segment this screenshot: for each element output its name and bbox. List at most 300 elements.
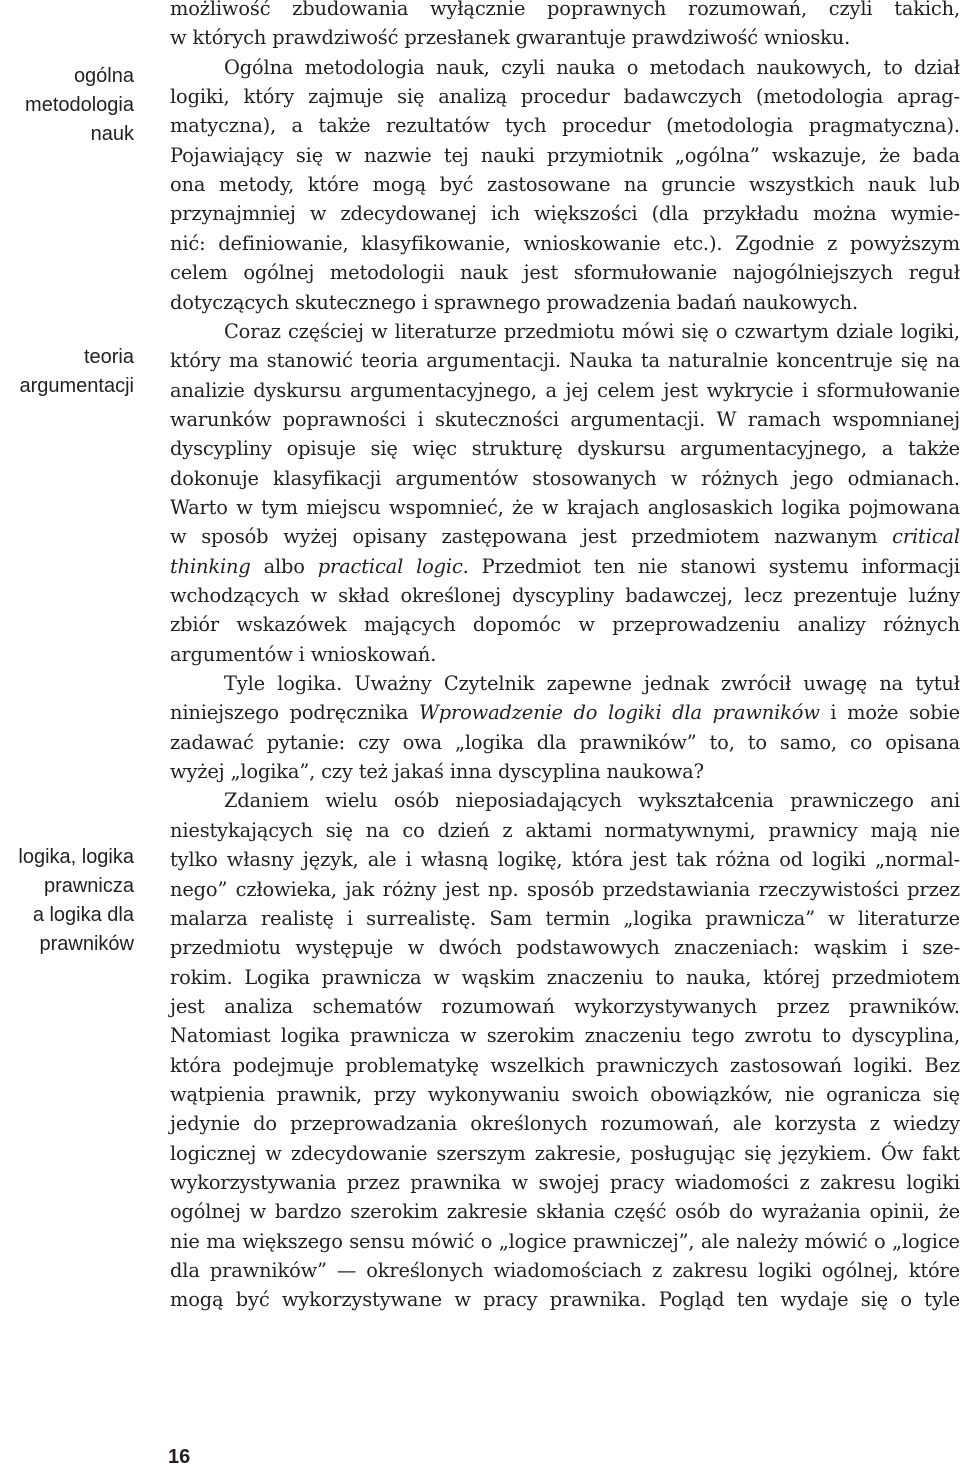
text-span: i <box>417 407 424 431</box>
word <box>849 493 960 522</box>
text-span: a <box>545 378 557 402</box>
text-span: przez <box>346 1171 400 1194</box>
italic-text: Wprowadzenie <box>418 701 563 725</box>
text-span: termin <box>545 906 611 930</box>
text-span: wykorzystywania <box>170 1171 337 1194</box>
text-span: to <box>747 730 767 754</box>
text-line <box>170 82 960 111</box>
text-span: wykrycie <box>706 378 794 402</box>
word <box>439 933 502 962</box>
text-line <box>170 669 960 698</box>
word <box>681 552 756 581</box>
text-span: językiem. <box>780 1141 872 1165</box>
text-span: wszelkich <box>490 1053 585 1077</box>
word <box>663 376 698 405</box>
text-span: fakt <box>922 1141 960 1165</box>
word <box>730 1051 842 1080</box>
text-span: nauka <box>556 55 616 79</box>
word <box>170 1227 200 1256</box>
word <box>661 170 735 199</box>
text-span: także <box>907 437 960 461</box>
word <box>547 669 632 698</box>
word <box>308 170 359 199</box>
margin-note-line: prawnicza <box>43 875 134 897</box>
word <box>487 170 610 199</box>
text-span: wyżej „logika”, czy też jakaś inna dyscyplina naukowa? <box>170 760 704 784</box>
word <box>915 669 960 698</box>
word <box>447 1197 528 1226</box>
word <box>829 0 873 23</box>
word <box>170 552 251 581</box>
text-span: stosowanych <box>532 466 657 490</box>
text-span: jest <box>632 848 667 872</box>
text-span: stanowić <box>266 349 353 373</box>
word <box>605 816 756 845</box>
text-span: informacji <box>861 554 960 578</box>
word <box>881 1139 913 1168</box>
text-span: nazwanym <box>774 525 878 549</box>
word <box>326 816 353 845</box>
word <box>688 0 807 23</box>
word <box>909 698 960 727</box>
text-span: że <box>512 495 534 519</box>
text-span: czy <box>357 730 390 754</box>
text-span: uwagę <box>803 672 868 696</box>
text-span: osób <box>393 789 440 813</box>
text-span: o <box>874 1229 886 1253</box>
word <box>170 1285 223 1314</box>
text-span: większości <box>534 202 638 226</box>
text-span: najogólniejszych <box>732 261 894 285</box>
text-span: nie <box>784 1082 815 1106</box>
text-span: zwrócił <box>721 672 792 696</box>
text-span: „logice <box>892 1229 960 1253</box>
word <box>569 346 633 375</box>
margin-note-line: argumentacji <box>19 375 134 397</box>
word <box>692 1021 735 1050</box>
word <box>170 1109 240 1138</box>
word <box>353 522 427 551</box>
text-span: nie <box>170 1229 200 1253</box>
word <box>936 346 960 375</box>
text-span: częściej <box>287 319 364 343</box>
word <box>567 493 639 522</box>
text-span: wątpienia <box>170 1082 265 1106</box>
text-span: metodologii <box>329 261 445 285</box>
text-span: w <box>511 1171 528 1194</box>
text-span: wykorzystywane <box>281 1288 443 1312</box>
text-span: Ów <box>880 1141 914 1165</box>
word <box>675 141 760 170</box>
italic-text: logiki <box>607 701 662 725</box>
text-span: ale <box>367 848 397 872</box>
word <box>224 669 265 698</box>
word <box>170 522 186 551</box>
text-line <box>170 698 960 727</box>
text-line <box>170 53 960 82</box>
word <box>233 1051 334 1080</box>
text-span: przedmiotu <box>170 936 281 960</box>
word <box>673 229 722 258</box>
word <box>601 1109 720 1138</box>
word <box>403 728 442 757</box>
word <box>534 199 637 228</box>
word <box>900 1285 912 1314</box>
word <box>350 1197 438 1226</box>
word <box>897 82 960 111</box>
text-span: wymie- <box>890 202 960 226</box>
word <box>308 82 383 111</box>
text-span: skuteczności <box>435 407 559 431</box>
text-span: naturalnie <box>668 349 769 373</box>
text-line <box>170 640 960 669</box>
margin-note-line: nauk <box>90 123 134 145</box>
text-span: logiki. <box>853 1053 913 1077</box>
text-span: i <box>802 378 809 402</box>
text-span: w <box>249 1200 267 1224</box>
text-span: wykonywaniu <box>427 1082 560 1106</box>
word <box>721 669 791 698</box>
word <box>395 464 518 493</box>
text-span: prezentuje <box>793 584 898 607</box>
word <box>792 464 833 493</box>
text-span: o <box>480 1229 493 1253</box>
text-span: zastosowane <box>487 173 611 197</box>
text-line <box>170 992 960 1021</box>
word <box>170 229 205 258</box>
text-span: to, <box>709 730 735 754</box>
text-span: klasyfikacji <box>272 466 382 490</box>
word <box>345 875 374 904</box>
word <box>265 1139 281 1168</box>
word <box>337 1256 356 1285</box>
word <box>366 1256 483 1285</box>
word <box>908 581 960 610</box>
word <box>410 1168 501 1197</box>
text-span: tego <box>691 1024 735 1048</box>
italic-text: critical <box>892 525 960 549</box>
text-span: która <box>170 1053 222 1077</box>
text-span: wykształcenia <box>638 789 774 813</box>
word <box>445 875 480 904</box>
text-span: swoich <box>571 1082 639 1106</box>
text-span: i <box>830 701 837 725</box>
text-span: „ogólna” <box>674 143 760 167</box>
text-span: Coraz <box>224 319 281 343</box>
text-span: z <box>869 1112 880 1136</box>
text-span: w <box>433 965 450 989</box>
word <box>330 258 444 287</box>
text-span: sformułowanie <box>816 378 960 402</box>
word <box>572 1080 639 1109</box>
text-span: lecz <box>744 584 783 607</box>
text-span: metody, <box>218 173 295 197</box>
word <box>426 346 561 375</box>
text-span: z <box>799 1171 810 1194</box>
word <box>524 229 661 258</box>
text-span: ale <box>700 1229 730 1253</box>
word <box>170 1021 271 1050</box>
word <box>383 875 437 904</box>
word <box>236 875 337 904</box>
text-span: Czytelnik <box>443 672 535 696</box>
word <box>170 111 276 140</box>
italic-text: logic. <box>416 554 469 578</box>
text-span: „logika <box>454 730 524 754</box>
text-span: aktami <box>525 818 592 842</box>
word <box>267 728 345 757</box>
word <box>408 933 424 962</box>
text-line <box>170 875 960 904</box>
text-span: (dla <box>651 202 689 226</box>
text-span: mówić <box>804 1229 868 1253</box>
word <box>366 816 390 845</box>
text-span: surrealistę. <box>366 906 477 930</box>
word <box>650 53 745 82</box>
word <box>817 376 960 405</box>
text-span: czwartym <box>734 319 829 343</box>
word <box>782 493 841 522</box>
word <box>170 1168 336 1197</box>
word <box>395 317 497 346</box>
text-span: ogólnej, <box>821 1259 899 1283</box>
text-span: ogólnej <box>170 1200 241 1224</box>
word <box>799 1168 809 1197</box>
text-span: „logika <box>623 906 693 930</box>
word <box>547 0 666 23</box>
text-span: jest <box>663 378 698 402</box>
word <box>883 610 960 639</box>
word <box>744 1139 771 1168</box>
word <box>612 610 780 639</box>
word <box>250 1197 266 1226</box>
word <box>224 786 309 815</box>
text-span: „normal- <box>874 848 960 872</box>
word <box>716 317 728 346</box>
word <box>521 82 610 111</box>
text-span: wąskim <box>813 936 888 960</box>
word <box>229 346 259 375</box>
word <box>836 317 893 346</box>
text-span: w <box>460 1024 477 1048</box>
text-span: dyscyplina, <box>851 1024 960 1048</box>
text-line <box>170 346 960 375</box>
word <box>930 816 960 845</box>
text-span: opinii, <box>869 1200 930 1224</box>
text-span: tej <box>443 143 469 167</box>
word <box>858 904 960 933</box>
text-line <box>170 0 960 23</box>
word <box>442 992 555 1021</box>
text-span: z <box>502 818 513 842</box>
text-span: wydaje <box>780 1288 849 1312</box>
text-span: tytuł <box>915 672 960 696</box>
word <box>907 875 960 904</box>
text-span: ich <box>490 202 520 226</box>
word <box>763 963 820 992</box>
word <box>790 786 914 815</box>
text-line <box>170 464 960 493</box>
text-span: logiki, <box>900 319 960 343</box>
word <box>914 53 960 82</box>
text-span: rozumowań, <box>688 0 808 20</box>
text-span: mogą <box>170 1288 224 1312</box>
text-span: może <box>847 701 899 725</box>
word <box>822 1256 899 1285</box>
word <box>436 1139 525 1168</box>
text-span: zakresu <box>820 1171 896 1194</box>
word <box>733 258 893 287</box>
text-span: aprag- <box>897 85 960 109</box>
text-span: swojej <box>538 1171 600 1194</box>
text-span: od <box>779 848 804 872</box>
text-span: logiki <box>758 1259 812 1283</box>
word <box>779 845 803 874</box>
word <box>170 82 230 111</box>
text-span: w <box>371 319 388 343</box>
text-span: etc.). <box>673 231 723 255</box>
word <box>472 434 563 463</box>
word <box>803 669 867 698</box>
text-span: owa <box>402 730 442 754</box>
text-span: i <box>346 906 353 930</box>
text-span: warunków <box>170 407 272 431</box>
text-span: przedstawiania <box>602 877 751 901</box>
text-span: w <box>310 584 327 607</box>
text-span: argumentacyjnego, <box>349 378 537 402</box>
text-span: procedur <box>520 85 610 109</box>
word <box>594 552 625 581</box>
word <box>170 933 281 962</box>
text-span: zdecydowanie <box>290 1141 428 1165</box>
text-span: dyskursu <box>253 378 342 402</box>
text-span: prawnika. <box>549 1288 647 1312</box>
word <box>547 141 663 170</box>
text-span: szerokim <box>350 1200 439 1224</box>
word <box>325 786 377 815</box>
word <box>347 904 353 933</box>
text-span: rezultatów <box>385 114 490 138</box>
word <box>224 317 281 346</box>
text-span: poprawnych <box>547 0 667 20</box>
word <box>261 904 334 933</box>
text-span: argumentów i wnioskowań. <box>170 642 437 666</box>
text-span: nauk, <box>435 55 490 79</box>
text-span: człowieka, <box>235 877 337 901</box>
word <box>565 376 588 405</box>
text-span: — <box>336 1259 357 1283</box>
word <box>397 82 424 111</box>
word <box>547 963 644 992</box>
text-span: się <box>397 85 425 109</box>
text-span: takich, <box>894 0 960 20</box>
text-span: różna <box>715 848 771 872</box>
text-span: niestykających <box>170 818 313 842</box>
text-span: szerszym <box>436 1141 526 1165</box>
word <box>776 346 892 375</box>
text-span: tak <box>675 848 707 872</box>
word <box>848 464 960 493</box>
text-span: prawnicza” <box>705 906 815 930</box>
word <box>850 229 960 258</box>
word <box>322 963 422 992</box>
word <box>631 522 759 551</box>
text-span: naukowych, <box>756 55 873 79</box>
text-span: systemu <box>768 554 849 578</box>
word <box>345 1051 479 1080</box>
text-span: analiza <box>224 994 293 1018</box>
text-span: to <box>655 965 675 989</box>
text-span: występuje <box>295 936 394 960</box>
text-span: definiowanie, <box>218 231 349 255</box>
text-span: jest <box>523 261 559 285</box>
text-line <box>170 229 960 258</box>
text-span: który <box>243 85 295 109</box>
text-span: własną <box>420 848 489 872</box>
word <box>573 1227 694 1256</box>
text-span: ogólnej <box>243 261 315 285</box>
word <box>671 464 687 493</box>
word <box>769 552 849 581</box>
text-span: wiedzy <box>893 1112 960 1136</box>
word <box>523 258 558 287</box>
word <box>820 1168 896 1197</box>
word <box>438 82 507 111</box>
text-span: z <box>652 1259 663 1283</box>
word <box>879 141 900 170</box>
text-span: Sam <box>489 906 533 930</box>
text-span: do <box>729 1200 753 1224</box>
text-span: logika. <box>277 672 343 696</box>
text-span: to <box>822 1024 842 1048</box>
text-span: rozumowań <box>441 994 555 1018</box>
word <box>261 493 298 522</box>
word <box>347 1168 400 1197</box>
word <box>562 111 651 140</box>
text-span: odmianach. <box>847 466 960 490</box>
word <box>577 434 665 463</box>
text-line <box>170 728 960 757</box>
word <box>676 845 707 874</box>
word <box>774 522 877 551</box>
text-span: zwrotu <box>744 1024 812 1048</box>
word <box>762 1197 861 1226</box>
text-span: dziale <box>836 319 894 343</box>
word <box>674 933 799 962</box>
text-span: logikę, <box>497 848 563 872</box>
text-line <box>170 1197 960 1226</box>
word <box>716 845 770 874</box>
word <box>310 199 326 228</box>
word <box>455 728 524 757</box>
text-span: logiki <box>812 848 866 872</box>
text-span: dyskursu <box>577 437 666 461</box>
text-span: nazwie <box>363 143 432 167</box>
word <box>638 786 774 815</box>
text-line <box>170 376 960 405</box>
word <box>473 610 561 639</box>
word <box>648 493 773 522</box>
word <box>170 963 233 992</box>
text-span: tylko <box>170 848 218 872</box>
text-span: w <box>454 1288 471 1312</box>
text-span: czyli <box>828 0 873 20</box>
word <box>295 933 393 962</box>
word <box>361 229 510 258</box>
text-line <box>170 845 960 874</box>
word <box>729 1197 753 1226</box>
word <box>170 493 228 522</box>
